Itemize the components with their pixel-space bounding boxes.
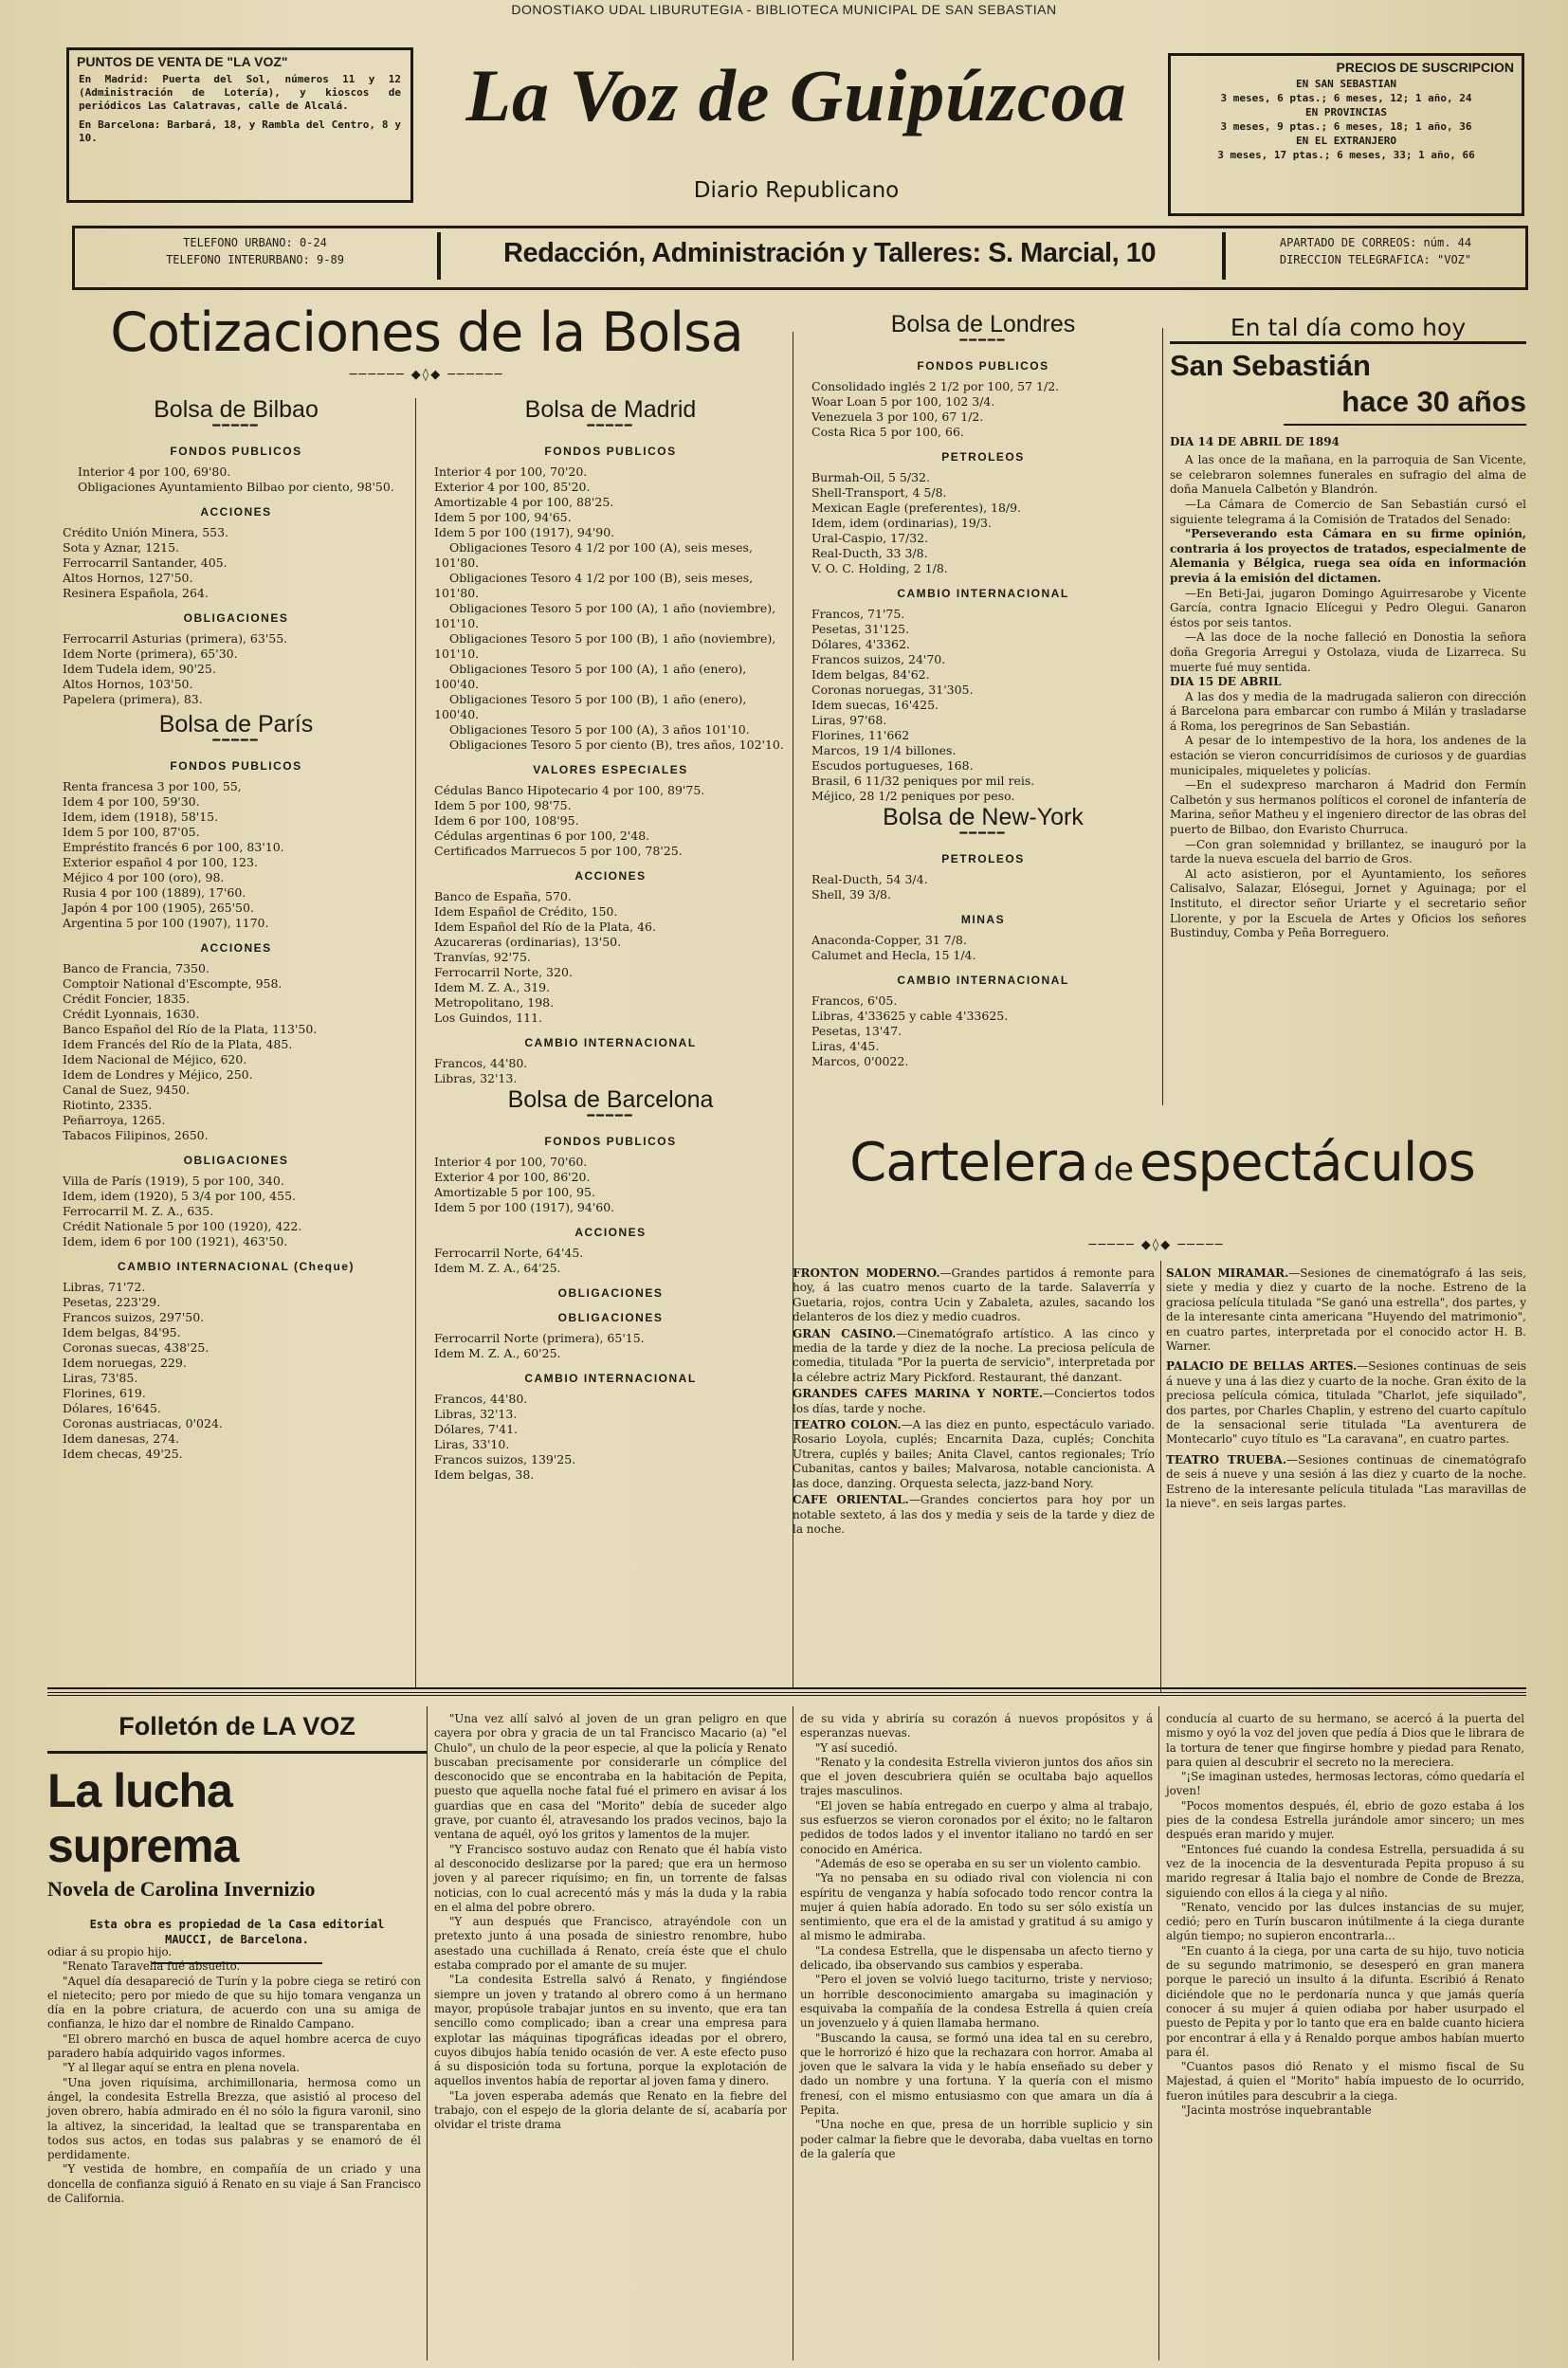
folleton-divider-2 [47,1695,1526,1696]
precios-line-1: EN SAN SEBASTIAN [1296,78,1396,90]
list-item: Méjico, 28 1/2 peniques por peso. [811,789,1015,803]
dia-date-2: DIA 15 DE ABRIL [1170,675,1282,689]
folleton-paragraph: "El joven se había entregado en cuerpo y alma al trabajo, sus esfuerzos se vieron coronados por el éxito; no le faltaron pedidos de todos lados y el inventor italiano no tardó en ser conocido en América. [800,1798,1153,1856]
folleton-paragraph: "Aquel día desapareció de Turín y la pobre ciega se retiró con el nietecito; pero por miedo de que su hijo tomara venganza un día en la pobre criatura, de acuerdo con una su amiga de confianza, le hizo dar el nombre de Rinaldo Campano. [47,1974,421,2031]
folleton-paragraph: odiar á su propio hijo. [47,1945,173,1958]
dia-title: En tal día como hoy [1230,314,1467,341]
dia-ago: hace 30 años [1341,384,1526,418]
cartelera-item [1166,1453,1526,1512]
folleton-paragraph: "Una joven riquísima, archimillonaria, hermosa como un ángel, la condesita Estrella Brezza, que asistió al proceso del joven obrero, había admirado en él no sólo la figura varonil, sino la altivez, la sinceridad, la lealtad que se transparentaba en todos sus actos, en todas sus palabras y se enamoró de él perdidamente. [47,2075,421,2162]
list-item: Altos Hornos, 103'50. [63,677,193,691]
cartelera-title [793,1132,1532,1193]
paris-ci-head: CAMBIO INTERNACIONAL (Cheque) [118,1260,355,1273]
archive-header: DONOSTIAKO UDAL LIBURUTEGIA - BIBLIOTECA MUNICIPAL DE SAN SEBASTIAN [511,2,1057,17]
folleton-paragraph: "En cuanto á la ciega, por una carta de su hijo, tuvo noticia de su segundo matrimonio, se desesperó en gran manera porque le pareció un insulto á la difunta. Escribió á Renato diciéndole que no le perdonaría nunca y que jamás quería conocer á su mujer á quien odiaba por haber usurpado el puesto de Pepita y por lo tanto que era en balde cuanto hiciera por encontrar á ella y á Renaldo porque ambos habían muerto para él. [1166,1943,1524,2059]
paris-obl-head: OBLIGACIONES [183,1154,289,1167]
cartelera-right [1166,1266,1526,1512]
folleton-paragraph: "Ya no pensaba en su odiado rival con violencia ni con espíritu de venganza y había sofocado todo rencor contra la mujer á quien había adorado. En todo su ser sólo existía un sentimiento, que era el de la amistad y gratitud á su amigo y al mismo le admiraba. [800,1871,1153,1943]
list-item: Idem noruegas, 229. [63,1356,187,1370]
folleton-paragraph: "Y aun después que Francisco, atrayéndole con un pretexto junto á una posada de siniestro renombre, hubo asestado una cuchillada á Renato, creía éste que el chulo estaba comprado por el amante de su mujer. [434,1915,787,1973]
madrid-ve-head: VALORES ESPECIALES [533,763,688,776]
list-item: Azucareras (ordinarias), 13'50. [434,935,622,949]
list-item: Banco de Francia, 7350. [63,961,210,975]
list-item: Idem M. Z. A., 60'25. [434,1346,561,1360]
dia-rule [1284,424,1526,426]
cartelera-item [1166,1359,1526,1447]
list-item: Mexican Eagle (preferentes), 18/9. [811,501,1022,515]
list-item: Tabacos Filipinos, 2650. [63,1128,209,1142]
cartelera-left [793,1266,1155,1537]
cartelera-item-name: CAFE ORIENTAL. [793,1493,909,1507]
list-item: Papelera (primera), 83. [63,692,203,706]
list-item: Florines, 619. [63,1386,146,1400]
list-item: Obligaciones Ayuntamiento Bilbao por ciento, 98'50. [78,480,394,494]
folleton-divider [47,1687,1526,1693]
madrid-rule: ━━━━━ [587,419,634,433]
paris-fp-head: FONDOS PUBLICOS [170,759,302,773]
list-item: Interior 4 por 100, 69'80. [78,464,231,479]
cartelera-title-c: espectáculos [1139,1132,1475,1193]
list-item: Dólares, 16'645. [63,1401,161,1415]
cartelera-item-name: FRONTON MODERNO. [793,1266,940,1280]
list-item: Coronas austriacas, 0'024. [63,1416,223,1430]
paris-title: Bolsa de París [158,711,314,738]
list-item: Real-Ducth, 54 3/4. [811,872,928,886]
folleton-paragraph: "La condesita Estrella salvó á Renato, y fingiéndose siempre un joven y tratando al obrero como á un hermano mayor, propúsole trabajar juntos en su invento, que era tan sencillo como complicado; iban a crear una empresa para explotar las máquinas tipográficas ideadas por el obrero, cuyos dibujos había tenido ocasión de ver. A este efecto puso á su disposición toda su fortuna, porque la explotación de aquellos inventos había de reportar al joven fama y dinero. [434,1973,787,2088]
dia-paragraph: Al acto asistieron, por el Ayuntamiento, los señores Calisalvo, Salazar, Elósegui, Jornet y Aguinaga; por el Instituto, el director señor Uriarte y el secretario señor Llorente, y por la Escuela de Artes y Oficios los señores Bustinduy, Comba y Peña Borreguero. [1170,866,1526,940]
list-item: Amortizable 5 por 100, 95. [434,1185,595,1199]
list-item: Pesetas, 13'47. [811,1024,903,1038]
list-item: Idem 5 por 100, 94'65. [434,510,572,524]
folleton-rule-1 [427,1706,428,2360]
folleton-paragraph: "Renato, vencido por las dulces instancias de su mujer, cedió; pero en Turín buscaron inútilmente á la ciega durante algún tiempo; no supieron encontrarla... [1166,1900,1524,1943]
list-item: Liras, 4'45. [811,1039,880,1053]
column-londres-newyork [811,313,1155,1069]
list-item: Sota y Aznar, 1215. [63,540,180,555]
folleton-paragraph: "La joven esperaba además que Renato en la fiebre del trabajo, con el espejo de la gloria delante de sí, acabaría por olvidar el triste drama [434,2088,787,2132]
column-en-tal-dia [1170,314,1526,941]
precios-line-3: EN PROVINCIAS [1304,106,1388,118]
list-item: Liras, 97'68. [811,713,887,727]
puntos-text-madrid: En Madrid: Puerta del Sol, números 11 y 12 (Administración de Lotería), y kioscos de periódicos Las Calatravas, calle de Alcalá. [79,73,401,112]
cartelera-item-text: —Grandes conciertos para hoy por un notable sexteto, á las dos y media y seis de la tarde y diez de la noche. [793,1493,1156,1536]
list-item: Idem M. Z. A., 319. [434,980,551,994]
list-item: Idem belgas, 38. [434,1467,535,1482]
cartelera-item [1166,1266,1526,1354]
dia-date-1: DIA 14 DE ABRIL DE 1894 [1170,434,1340,448]
list-item: Idem 6 por 100, 108'95. [434,813,579,828]
cartelera-item-text: —Cinematógrafo artístico. A las cinco y media de la tarde y diez de la noche. La preciosa película de comedia, titulada "Por la puerta de servicio", interpretada por la célebre actriz Mary Pickford. Restaurant, thé danzant. [793,1326,1155,1384]
list-item: Comptoir National d'Escompte, 958. [63,976,283,991]
list-item: Exterior 4 por 100, 85'20. [434,480,591,494]
precios-line-5: EN EL EXTRANJERO [1296,135,1396,147]
list-item: Obligaciones Tesoro 5 por 100 (A), 3 años 101'10. [449,722,750,737]
madrid-title: Bolsa de Madrid [524,396,697,423]
cartelera-item [793,1327,1155,1386]
list-item: Shell-Transport, 4 5/8. [811,485,947,500]
apartado-correos: APARTADO DE CORREOS: núm. 44 [1279,236,1472,249]
cartelera-item-text: —Sesiones continuas de seis á nueve y una á las diez y cuarto de la noche. Gran éxito de la preciosa película cómica, titulada "Charlot, jefe siquilado", dos partes, por Charles Chaplin, y estreno del cuarto capítulo de la sensacional serie titulada "La aventurera de Montecarlo" cuyo título es "La caravana", en cuatro partes. [1166,1359,1526,1447]
folleton-title: La lucha suprema [47,1764,239,1872]
folleton-paragraph: "Renato Taravella fué absuelto. [63,1959,241,1974]
list-item: Idem, idem (1920), 5 3/4 por 100, 455. [63,1189,297,1203]
folleton-paragraph: de su vida y abriría su corazón á nuevos propósitos y á esperanzas nuevas. [800,1712,1153,1740]
newspaper-title: La Voz de Guipúzcoa [465,54,1127,137]
folleton-paragraph: "Y Francisco sostuvo audaz con Renato que él había visto al desconocido deslizarse por la pared; que era un hermoso joven y al parecer riquísimo; en fin, un torrente de falsas noticias, con lo cual acrecentó más y más la duda y la rabia en el alma del pobre obrero. [434,1842,787,1914]
list-item: Pesetas, 223'29. [63,1295,161,1309]
list-item: Altos Hornos, 127'50. [63,571,193,585]
list-item: Idem 5 por 100 (1917), 94'60. [434,1200,615,1214]
list-item: Ural-Caspio, 17/32. [811,531,929,545]
precios-line-6: 3 meses, 17 ptas.; 6 meses, 33; 1 año, 66 [1217,149,1475,161]
list-item: Francos, 71'75. [811,607,905,621]
folleton-header-box [47,1706,427,1974]
dia-paragraph: A pesar de lo intempestivo de la hora, los andenes de la estación se vieron concurridísimos de curiosos y de guardias municipales, miqueletes y policías. [1170,734,1526,777]
list-item: Ferrocarril M. Z. A., 635. [63,1204,214,1218]
cartelera-title-b: de [1093,1151,1134,1189]
list-item: Dólares, 4'3362. [811,637,910,651]
cartelera-item-text: —Sesiones de cinematógrafo á las seis, siete y media y diez y cuarto de la noche. Estreno de la graciosa película titulada "Se ganó una estrella", dos partes, y de la interesante cinta americana "Huyendo del matrimonio", en cuatro partes, interpretada por el conocido actor H. B. Warner. [1166,1266,1527,1354]
dia-paragraph: "Perseverando esta Cámara en su firme opinión, contraria á los proyectos de tratados, especialmente de Alemania y Bélgica, ruega sea oída en información previa á la emisión del dictamen. [1170,527,1526,585]
dia-paragraph: —En el sudexpreso marcharon á Madrid don Fermín Calbetón y sus hermanos políticos el coronel de infantería de Marina, señor Matheu y el ingeniero director de las obras del puerto de Bilbao, don Evaristo Churruca. [1170,778,1526,837]
folleton-paragraph: "Y así sucedió. [815,1740,898,1755]
londres-title: Bolsa de Londres [890,311,1076,337]
londres-fp-head: FONDOS PUBLICOS [917,359,1049,373]
cartelera-ornament: ───── ◆◊◆ ───── [1088,1238,1225,1252]
list-item: Cédulas Banco Hipotecario 4 por 100, 89'75. [434,783,705,797]
list-item: Ferrocarril Norte, 64'45. [434,1246,584,1260]
list-item: Banco Español del Río de la Plata, 113'50. [63,1022,318,1036]
list-item: Certificados Marruecos 5 por 100, 78'25. [434,844,683,858]
precios-title: PRECIOS DE SUSCRIPCION [1336,60,1514,75]
list-item: Resinera Española, 264. [63,586,209,600]
list-item: Idem 4 por 100, 59'30. [63,794,200,809]
folleton-header: Folletón de LA VOZ [119,1712,356,1740]
folleton-paragraph: "Entonces fué cuando la condesa Estrella, persuadida á su vez de la inocencia de la desventurada Pepita propuso á su marido regresar á Italia bajo el nombre de Conde de Brezza, siguiendo con ellos á la ciega y al niño. [1166,1842,1524,1900]
list-item: Idem 5 por 100, 87'05. [63,825,200,839]
list-item: Idem Español del Río de la Plata, 46. [434,920,656,934]
dia-title-rule [1170,341,1526,344]
folleton-paragraph: "Y vestida de hombre, en compañía de un criado y una doncella de confianza siguió á Renato en su viaje á San Francisco de California. [47,2162,421,2206]
cartelera-title-a: Cartelera [849,1132,1088,1193]
list-item: Liras, 73'85. [63,1371,138,1385]
list-item: Consolidado inglés 2 1/2 por 100, 57 1/2. [811,379,1060,393]
cartelera-item-name: SALON MIRAMAR. [1166,1266,1289,1280]
barcelona-fp-head: FONDOS PUBLICOS [544,1135,677,1148]
dia-paragraph: A las once de la mañana, en la parroquia de San Vicente, se celebraron solemnes funerales en sufragio del alma de doña Manuela Calbetón y Blandrón. [1170,453,1526,497]
list-item: Libras, 32'13. [434,1407,518,1421]
folleton-paragraph: "¡Se imaginan ustedes, hermosas lectoras, cómo quedaría el joven! [1166,1770,1524,1798]
folleton-paragraph: "Una noche en que, presa de un horrible suplicio y sin poder calmar la fiebre que le devoraba, daba vueltas en torno de la galería que [800,2118,1153,2160]
barcelona-rule: ━━━━━ [587,1109,634,1123]
list-item: Real-Ducth, 33 3/8. [811,546,928,560]
telefono-interurbano: TELEFONO INTERURBANO: 9-89 [166,253,344,266]
telefono-urbano: TELEFONO URBANO: 0-24 [183,236,327,249]
dia-paragraph: A las dos y media de la madrugada salieron con dirección á Barcelona para embarcar con rumbo á Milán y trasladarse á Roma, los peregrinos de San Sebastián. [1170,689,1526,733]
bilbao-acc-head: ACCIONES [200,505,272,519]
list-item: Francos suizos, 24'70. [811,652,946,666]
puntos-de-venta-box [66,47,413,203]
list-item: Coronas noruegas, 31'305. [811,683,974,697]
dia-city: San Sebastián [1170,348,1371,382]
list-item: Obligaciones Tesoro 5 por 100 (A), 1 año (noviembre), 101'10. [434,601,776,630]
londres-ci-head: CAMBIO INTERNACIONAL [897,587,1069,600]
list-item: Interior 4 por 100, 70'60. [434,1155,588,1169]
cartelera-item-name: TEATRO TRUEBA. [1166,1452,1287,1466]
folleton-paragraph: "Pocos momentos después, él, ebrio de gozo estaba á los pies de la condesa Estrella jurándole amor sincero; un mes después eran marido y mujer. [1166,1798,1524,1842]
list-item: Obligaciones Tesoro 4 1/2 por 100 (B), seis meses, 101'80. [434,571,754,600]
list-item: Exterior español 4 por 100, 123. [63,855,258,869]
list-item: Florines, 11'662 [811,728,910,742]
list-item: Venezuela 3 por 100, 67 1/2. [811,410,984,424]
folleton-paragraph: "Cuantos pasos dió Renato y el mismo fiscal de Su Majestad, á quien el "Morito" había impuesto de lo ocurrido, fueron inútiles para descubrir a la ciega. [1166,2060,1524,2103]
list-item: Crédito Unión Minera, 553. [63,525,229,539]
folleton-subtitle: Novela de Carolina Invernizio [47,1877,316,1901]
list-item: Marcos, 0'0022. [811,1054,909,1068]
bilbao-rule: ━━━━━ [212,419,260,433]
col-rule-4 [1160,1261,1161,1692]
dia-paragraph: —La Cámara de Comercio de San Sebastián cursó el siguiente telegrama á la Comisión de Tratados del Senado: [1170,497,1526,526]
list-item: Libras, 32'13. [434,1071,518,1085]
list-item: Coronas suecas, 438'25. [63,1340,210,1355]
newyork-ci-head: CAMBIO INTERNACIONAL [897,974,1069,987]
folleton-col-1 [47,1945,421,2206]
column-madrid-barcelona [434,398,787,1483]
folleton-header-rule [47,1751,427,1754]
londres-rule: ━━━━━ [959,334,1007,348]
contact-divider-right [1222,232,1226,280]
precios-line-4: 3 meses, 9 ptas.; 6 meses, 18; 1 año, 36 [1220,120,1472,133]
list-item: Ferrocarril Norte, 320. [434,965,573,979]
list-item: Crédit Lyonnais, 1630. [63,1007,200,1021]
folleton-paragraph: "Pero el joven se volvió luego taciturno, triste y nervioso; un horrible desconocimiento amargaba su imaginación y esquivaba la compañía de la condesa Estrella á quien creía un jovenzuelo y á quien llamaba hermano. [800,1973,1153,2031]
folleton-paragraph: "Una vez allí salvó al joven de un gran peligro en que cayera por obra y gracia de un tal Francisco Macario (a) "el Chulo", un chulo de la peor especie, al que la policía y Renato buscaban precisamente por considerarle un cómplice del desconocido que se encontraba en la habitación de Pepita, puesto que aquella noche fatal fué el primero en avisar á los guardias que en casa del "Morito" debía de suceder algo grave, por cuanto él, atravesando los prados vecinos, bajo la ventana de aquél, oyó los gritos y lamentos de la mujer. [434,1712,787,1842]
list-item: Idem 5 por 100, 98'75. [434,798,572,812]
list-item: Exterior 4 por 100, 86'20. [434,1170,591,1184]
dia-paragraph: —En Beti-Jai, jugaron Domingo Aguirresarobe y Vicente García, contra Ignacio Elícegui y Pedro Olegui. Ganaron éstos por seis tantos. [1170,586,1526,629]
puntos-text-barcelona: En Barcelona: Barbará, 18, y Rambla del Centro, 8 y 10. [79,118,401,144]
list-item: Idem danesas, 274. [63,1431,180,1446]
newyork-title: Bolsa de New-York [883,804,1084,830]
cartelera-item-name: TEATRO COLON. [793,1418,902,1432]
list-item: Obligaciones Tesoro 5 por 100 (B), 1 año (noviembre), 101'10. [434,631,776,661]
list-item: Shell, 39 3/8. [811,887,891,902]
paris-acc-head: ACCIONES [200,941,272,955]
list-item: Japón 4 por 100 (1905), 265'50. [63,901,254,915]
direccion-telegrafica: DIRECCION TELEGRAFICA: "VOZ" [1279,253,1472,266]
list-item: Cédulas argentinas 6 por 100, 2'48. [434,829,650,843]
cartelera-item [793,1493,1155,1537]
barcelona-obl-head-2: OBLIGACIONES [557,1311,664,1324]
list-item: Idem Tudela idem, 90'25. [63,662,216,676]
cartelera-item [793,1266,1155,1325]
list-item: Woar Loan 5 por 100, 102 3/4. [811,394,995,409]
cartelera-item [793,1418,1155,1491]
list-item: Peñarroya, 1265. [63,1113,166,1127]
list-item: Obligaciones Tesoro 5 por 100 (B), 1 año (enero), 100'40. [434,692,747,721]
list-item: Idem belgas, 84'95. [63,1325,181,1339]
list-item: Idem, idem (ordinarias), 19/3. [811,516,992,530]
list-item: Idem 5 por 100 (1917), 94'90. [434,525,615,539]
list-item: Francos, 44'80. [434,1056,528,1070]
contact-bar [72,226,1528,290]
list-item: Marcos, 19 1/4 billones. [811,743,957,757]
folleton-paragraph: "Además de eso se operaba en su ser un violento cambio. [815,1856,1141,1870]
barcelona-title: Bolsa de Barcelona [507,1086,714,1113]
paris-rule: ━━━━━ [212,734,260,748]
list-item: Idem de Londres y Méjico, 250. [63,1067,253,1082]
list-item: Banco de España, 570. [434,889,572,903]
list-item: Idem M. Z. A., 64'25. [434,1261,561,1275]
list-item: Interior 4 por 100, 70'20. [434,464,588,479]
cartelera-item-name: GRAN CASINO. [793,1326,897,1340]
folleton-col-4 [1166,1712,1524,2118]
barcelona-obl-head: OBLIGACIONES [557,1286,664,1300]
list-item: Méjico 4 por 100 (oro), 98. [63,870,225,884]
list-item: Brasil, 6 11/32 peniques por mil reis. [811,774,1035,788]
list-item: Francos suizos, 297'50. [63,1310,205,1324]
bilbao-fp-head: FONDOS PUBLICOS [170,445,302,458]
list-item: Ferrocarril Santander, 405. [63,556,228,570]
list-item: Liras, 33'10. [434,1437,510,1451]
list-item: Ferrocarril Asturias (primera), 63'55. [63,631,288,646]
list-item: Idem Español de Crédito, 150. [434,904,618,919]
list-item: Metropolitano, 198. [434,995,555,1010]
list-item: Los Guindos, 111. [434,1011,543,1025]
folleton-paragraph: "Y al llegar aquí se entra en plena novela. [63,2061,301,2075]
list-item: Francos, 6'05. [811,993,898,1008]
list-item: Villa de París (1919), 5 por 100, 340. [63,1174,284,1188]
col-rule-1 [415,398,416,1687]
cartelera-item-name: PALACIO DE BELLAS ARTES. [1166,1359,1358,1374]
cartelera-item-text: —Conciertos todos los días, tarde y noche. [793,1387,1155,1415]
list-item: Pesetas, 31'125. [811,622,910,636]
list-item: Obligaciones Tesoro 5 por ciento (B), tres años, 102'10. [449,738,784,752]
folleton-paragraph: "Jacinta mostróse inquebrantable [1181,2104,1372,2118]
folleton-paragraph: "La condesa Estrella, que le dispensaba un afecto tierno y delicado, iba observando sus cambios y esperaba. [800,1943,1153,1973]
list-item: Dólares, 7'41. [434,1422,519,1436]
bolsa-ornament: ────── ◆◊◆ ────── [349,368,504,382]
folleton-col-2 [434,1712,787,2133]
newyork-pet-head: PETROLEOS [941,852,1025,865]
list-item: Escudos portugueses, 168. [811,758,974,773]
list-item: Canal de Suez, 9450. [63,1083,191,1097]
folleton-notice: Esta obra es propiedad de la Casa editorial MAUCCI, de Barcelona. [89,1918,385,1946]
list-item: Idem Francés del Río de la Plata, 485. [63,1037,293,1051]
newyork-min-head: MINAS [960,913,1006,926]
list-item: Crédit Nationale 5 por 100 (1920), 422. [63,1219,302,1233]
folleton-paragraph: "El obrero marchó en busca de aquel hombre acerca de cuyo paradero había adquirido vagos informes. [47,2031,421,2061]
list-item: Argentina 5 por 100 (1907), 1170. [63,916,269,930]
list-item: V. O. C. Holding, 2 1/8. [811,561,948,575]
list-item: Francos, 44'80. [434,1392,528,1406]
column-bilbao-paris [63,398,410,1462]
puntos-title: PUNTOS DE VENTA DE "LA VOZ" [77,54,288,69]
folleton-col-3 [800,1712,1153,2161]
madrid-acc-head: ACCIONES [574,869,647,883]
cartelera-item [793,1387,1155,1416]
dia-paragraph: —Con gran solemnidad y brillantez, se inauguró por la tarde la nueva escuela del barrio de Gros. [1170,837,1526,866]
precios-suscripcion-box [1168,53,1524,216]
precios-line-2: 3 meses, 6 ptas.; 6 meses, 12; 1 año, 24 [1220,92,1472,104]
list-item: Libras, 4'33625 y cable 4'33625. [811,1009,1009,1023]
cartelera-item-text: —Grandes partidos á remonte para hoy, á las cuatro menos cuarto de la tarde. Salaverría y Guetaria, rojos, contra Ucin y Zabaleta, azules, sacando los delanteros de los diez y medio cuadros. [793,1266,1155,1324]
list-item: Francos suizos, 139'25. [434,1452,576,1466]
bilbao-obl-head: OBLIGACIONES [183,611,289,625]
cartelera-item-text: —A las diez en punto, espectáculo variado. Rosario Loyola, cuplés; Encarnita Daza, cuplés; Conchita Utrera, cuplés y bailes; Anita Clavel, cantos regionales; Trío Cubanitas, cantos y bailes; Malvarosa, notable cancionista. A las doce, danzing. Orquesta selecta, jazz-band Nory. [793,1418,1155,1490]
madrid-ci-head: CAMBIO INTERNACIONAL [524,1036,697,1049]
barcelona-ci-head: CAMBIO INTERNACIONAL [524,1372,697,1385]
bolsa-title: Cotizaciones de la Bolsa [110,301,743,364]
folleton-paragraph: "Renato y la condesita Estrella vivieron juntos dos años sin que el joven descubriera quién se ocultaba bajo aquellos trajes masculinos. [800,1755,1153,1798]
folleton-paragraph: conducía al cuarto de su hermano, se acercó á la puerta del mismo y oyó la voz del joven que pedía á Dios que le librara de la tortura de tener que fingirse hombre y piedad para Renato, para quien al descubrir el secreto no la mereciera. [1166,1712,1524,1769]
list-item: Ferrocarril Norte (primera), 65'15. [434,1331,645,1345]
col-rule-3 [1162,328,1163,1105]
cartelera-item-text: —Sesiones continuas de cinematógrafo de seis á nueve y una sesión á las diez y cuarto de la noche. Estreno de la interesante película titulada "Las maravillas de la nieve". en seis largas partes. [1166,1452,1526,1511]
bilbao-title: Bolsa de Bilbao [154,396,319,423]
newspaper-subtitle: Diario Republicano [693,178,900,203]
list-item: Tranvías, 92'75. [434,950,531,964]
list-item: Calumet and Hecla, 15 1/4. [811,948,976,962]
list-item: Renta francesa 3 por 100, 55, [63,779,242,793]
list-item: Riotinto, 2335. [63,1098,153,1112]
list-item: Crédit Foncier, 1835. [63,992,191,1006]
list-item: Idem, idem (1918), 58'15. [63,810,219,824]
folleton-paragraph: "Buscando la causa, se formó una idea tal en su cerebro, que le horrorizó é hizo que la rechazara con horror. Amaba al joven que le salvara la vida y le había enseñado su deber y dado un nombre y una fortuna. Y la quería con el mismo frenesí, con el mismo entusiasmo con que amara un día á Pepita. [800,2031,1153,2118]
folleton-rule-3 [1158,1706,1159,2360]
list-item: Idem checas, 49'25. [63,1447,183,1461]
list-item: Rusia 4 por 100 (1889), 17'60. [63,885,246,900]
list-item: Idem belgas, 84'62. [811,667,930,682]
list-item: Amortizable 4 por 100, 88'25. [434,495,614,509]
list-item: Idem Nacional de Méjico, 620. [63,1052,247,1066]
list-item: Burmah-Oil, 5 5/32. [811,470,930,484]
barcelona-acc-head: ACCIONES [574,1226,647,1239]
list-item: Idem, idem 6 por 100 (1921), 463'50. [63,1234,288,1248]
contact-divider-left [437,232,441,280]
list-item: Obligaciones Tesoro 5 por 100 (A), 1 año (enero), 100'40. [434,662,747,691]
redaccion-address: Redacción, Administración y Talleres: S. Marcial, 10 [503,238,1156,268]
list-item: Empréstito francés 6 por 100, 83'10. [63,840,284,854]
list-item: Libras, 71'72. [63,1280,146,1294]
newyork-rule: ━━━━━ [959,827,1007,841]
madrid-fp-head: FONDOS PUBLICOS [544,445,677,458]
list-item: Obligaciones Tesoro 4 1/2 por 100 (A), seis meses, 101'80. [434,540,753,570]
dia-paragraph: —A las doce de la noche falleció en Donostia la señora doña Gregoria Arregui y Ostolaza, viuda de Lizarreca. Su muerte fué muy sentida. [1170,630,1526,674]
list-item: Anaconda-Copper, 31 7/8. [811,933,967,947]
cartelera-item-name: GRANDES CAFES MARINA Y NORTE. [793,1387,1044,1401]
list-item: Costa Rica 5 por 100, 66. [811,425,964,439]
londres-pet-head: PETROLEOS [941,450,1025,464]
list-item: Idem Norte (primera), 65'30. [63,647,238,661]
list-item: Idem suecas, 16'425. [811,698,939,712]
